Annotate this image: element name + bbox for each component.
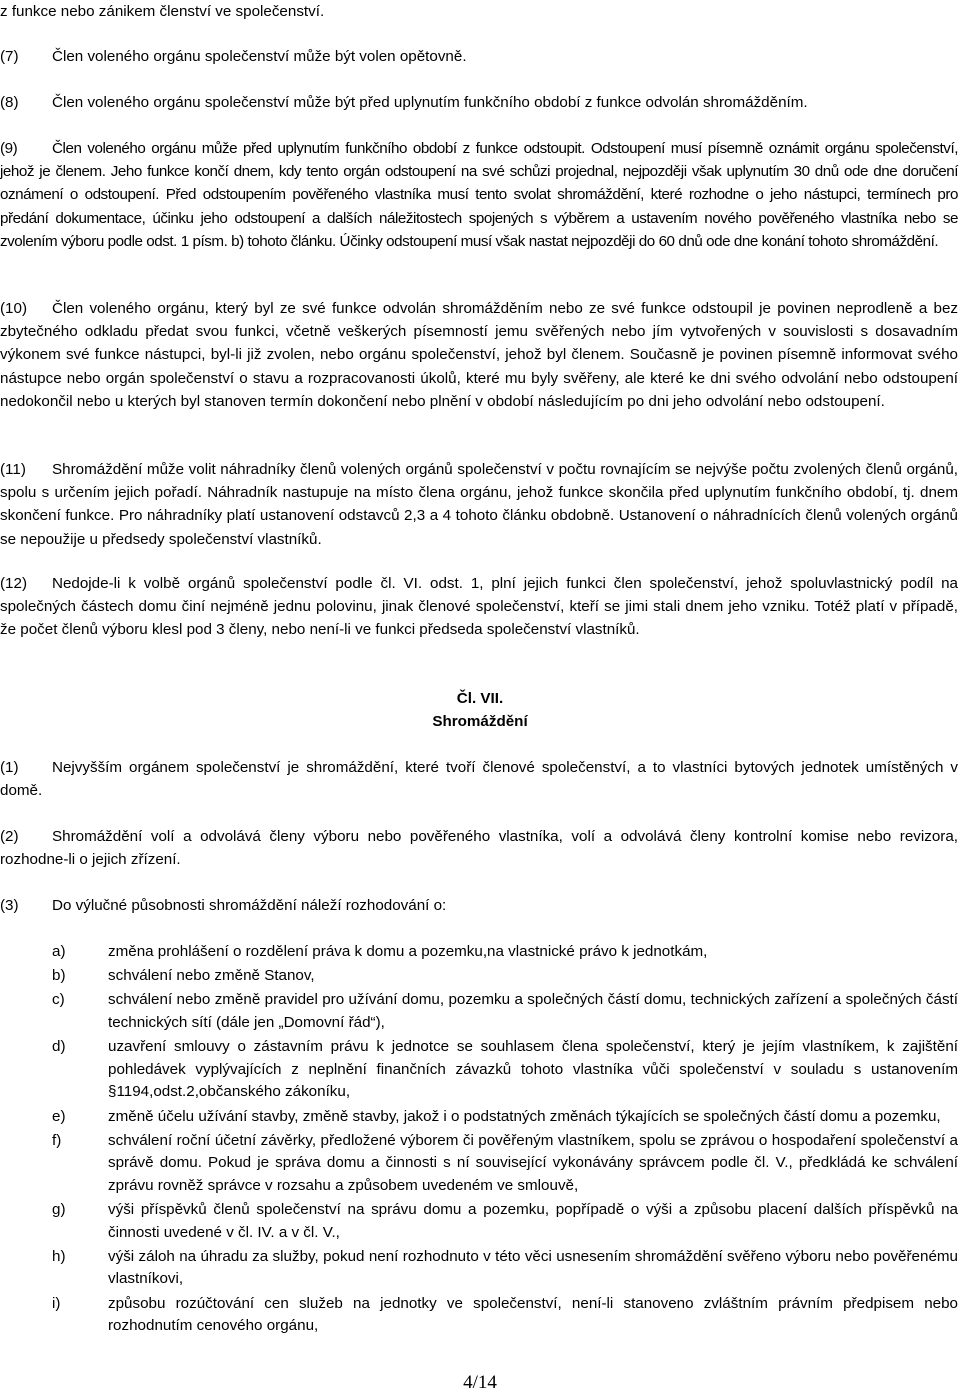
paragraph-number: (8) bbox=[0, 94, 19, 111]
article-paragraph-1: (1) Nejvyšším orgánem společenství je shromáždění, které tvoří členové společenství, a to vlastníci bytových jednotek umístěných v domě. bbox=[0, 756, 958, 802]
list-item-letter: d) bbox=[52, 1038, 66, 1056]
list-item: b) schválení nebo změně Stanov, bbox=[0, 965, 958, 988]
paragraph-number: (3) bbox=[0, 897, 19, 914]
list-item: g) výši příspěvků členů společenství na správu domu a pozemku, popřípadě o výši a způsobu placení dalších příspěvků na činnosti uvedené v čl. IV. a v čl. V., bbox=[52, 1201, 958, 1241]
paragraph-number: (9) bbox=[0, 140, 18, 157]
list-item: i) způsobu rozúčtování cen služeb na jednotky ve společenství, není-li stanoveno zvláštním právním předpisem nebo rozhodnutím cenového orgánu, bbox=[52, 1294, 958, 1335]
list-item-letter: e) bbox=[52, 1107, 66, 1125]
paragraph-continuation: z funkce nebo zánikem členství ve společenství. bbox=[0, 3, 325, 20]
article-number: Čl. VII. bbox=[456, 690, 504, 707]
list-item-letter: a) bbox=[52, 943, 66, 960]
paragraph-10: (10) Člen voleného orgánu, který byl ze své funkce odvolán shromážděním nebo ze své funkce odstoupil je povinen neprodleně a bez zbytečného odkladu předat svou funkci, včetně veškerých písemností jemu svěřených nebo jím vytvořených v souvislosti s dosavadním výkonem své funkce nástupci, byl-li již zvolen, nebo orgánu společenství, jehož byl členem. Současně je povinen písemně informovat svého nástupce nebo orgán společenství o stavu a rozpracovanosti úkolů, které mu byly svěřeny, ale které ke dni svého odvolání nebo odstoupení nedokončil nebo u kterých byl stanoven termín dokončení nebo plnění v období následujícím po dni jeho odvolání nebo odstoupení. bbox=[0, 297, 958, 413]
paragraph-8: (8) Člen voleného orgánu společenství může být před uplynutím funkčního období z funkce odvolán shromážděním. bbox=[0, 91, 958, 114]
list-item: c) schválení nebo změně pravidel pro užívání domu, pozemku a společných částí domu, technických zařízení a společných částí technických sítí (dále jen „Domovní řád“), bbox=[52, 991, 958, 1031]
paragraph-number: (12) bbox=[0, 575, 28, 592]
article-paragraph-3: (3) Do výlučné působnosti shromáždění náleží rozhodování o: bbox=[0, 894, 958, 917]
list-item: e) změně účelu užívání stavby, změně stavby, jakož i o podstatných změnách týkajících se společných částí domu a pozemku, bbox=[0, 1106, 958, 1129]
article-paragraph-2: (2) Shromáždění volí a odvolává členy výboru nebo pověřeného vlastníka, volí a odvolává členy kontrolní komise nebo revizora, rozhodne-li o jejich zřízení. bbox=[0, 825, 958, 871]
list-item-letter: c) bbox=[52, 991, 65, 1009]
competence-list bbox=[0, 941, 958, 1339]
list-item-letter: g) bbox=[52, 1201, 66, 1219]
list-item: h) výši záloh na úhradu za služby, pokud není rozhodnuto v této věci usnesením shromáždění svěřeno výboru nebo pověřenému vlastníkovi, bbox=[52, 1247, 958, 1288]
paragraph-number: (7) bbox=[0, 48, 19, 65]
paragraph-11: (11) Shromáždění může volit náhradníky členů volených orgánů společenství v počtu rovnajícím se nejvýše počtu zvolených členů orgánů, spolu s určením jejich pořadí. Náhradník nastupuje na místo člena orgánu, jehož funkce skončila před uplynutím funkčního období, tj. dnem skončení funkce. Pro náhradníky platí ustanovení odstavců 2,3 a 4 tohoto článku obdobně. Ustanovení o náhradnících členů volených orgánů se nepoužije u předsedy společenství vlastníků. bbox=[0, 458, 958, 551]
paragraph-number: (1) bbox=[0, 759, 19, 776]
paragraph-12: (12) Nedojde-li k volbě orgánů společenství podle čl. VI. odst. 1, plní jejich funkci člen společenství, jehož spoluvlastnický podíl na společných částech domu činí nejméně jednu polovinu, jinak členové společenství, kteří se jimi stali dnem jeho vzniku. Totéž platí v případě, že počet členů výboru klesl pod 3 členy, nebo není-li ve funkci předseda společenství vlastníků. bbox=[0, 572, 958, 642]
list-item-letter: b) bbox=[52, 967, 66, 985]
list-item-letter: h) bbox=[52, 1247, 66, 1265]
list-item: a) změna prohlášení o rozdělení práva k domu a pozemku,na vlastnické právo k jednotkám, bbox=[0, 941, 958, 964]
paragraph-number: (10) bbox=[0, 300, 28, 317]
list-item-letter: f) bbox=[52, 1131, 62, 1149]
paragraph-number: (11) bbox=[0, 461, 26, 478]
page-number: 4/14 bbox=[463, 1372, 497, 1393]
list-item: f) schválení roční účetní závěrky, předložené výborem či pověřeným vlastníkem, spolu se zprávou o hospodaření společenství a správě domu. Pokud je správa domu a činnosti s ní související vykonávány správcem podle čl. V., předkládá ke schválení zprávu rovněž správce v rozsahu a způsobem uvedeném ve smlouvě, bbox=[52, 1131, 958, 1194]
list-item: d) uzavření smlouvy o zástavním právu k jednotce se souhlasem člena společenství, který je jejím vlastníkem, k zajištění pohledávek vyplývajících z neplnění finančních závazků tohoto vlastníka vůči společenství v souladu s ustanovením §1194,odst.2,občanského zákoníku, bbox=[52, 1038, 958, 1101]
paragraph-number: (2) bbox=[0, 828, 19, 845]
paragraph-9: (9) Člen voleného orgánu může před uplynutím funkčního období z funkce odstoupit. Odstoupení musí písemně oznámit orgánu společenství, jehož je členem. Jeho funkce končí dnem, kdy tento orgán odstoupení na své schůzi projednal, nejpozději však uplynutím 30 dnů ode dne doručení oznámení o odstoupení. Před odstoupením pověřeného vlastníka musí tento svolat shromáždění, které rozhodne o jeho nástupci, termínech pro předání dokumentace, účinku jeho odstoupení a dalších náležitostech spojených s výběrem a ustavením nového pověřeného vlastníka nebo se zvolením výboru podle odst. 1 písm. b) tohoto článku. Účinky odstoupení musí však nastat nejpozději do 60 dnů ode dne konání tohoto shromáždění. bbox=[0, 137, 958, 253]
list-item-letter: i) bbox=[52, 1294, 61, 1312]
paragraph-7: (7) Člen voleného orgánu společenství může být volen opětovně. bbox=[0, 45, 958, 68]
article-title: Shromáždění bbox=[432, 713, 528, 730]
